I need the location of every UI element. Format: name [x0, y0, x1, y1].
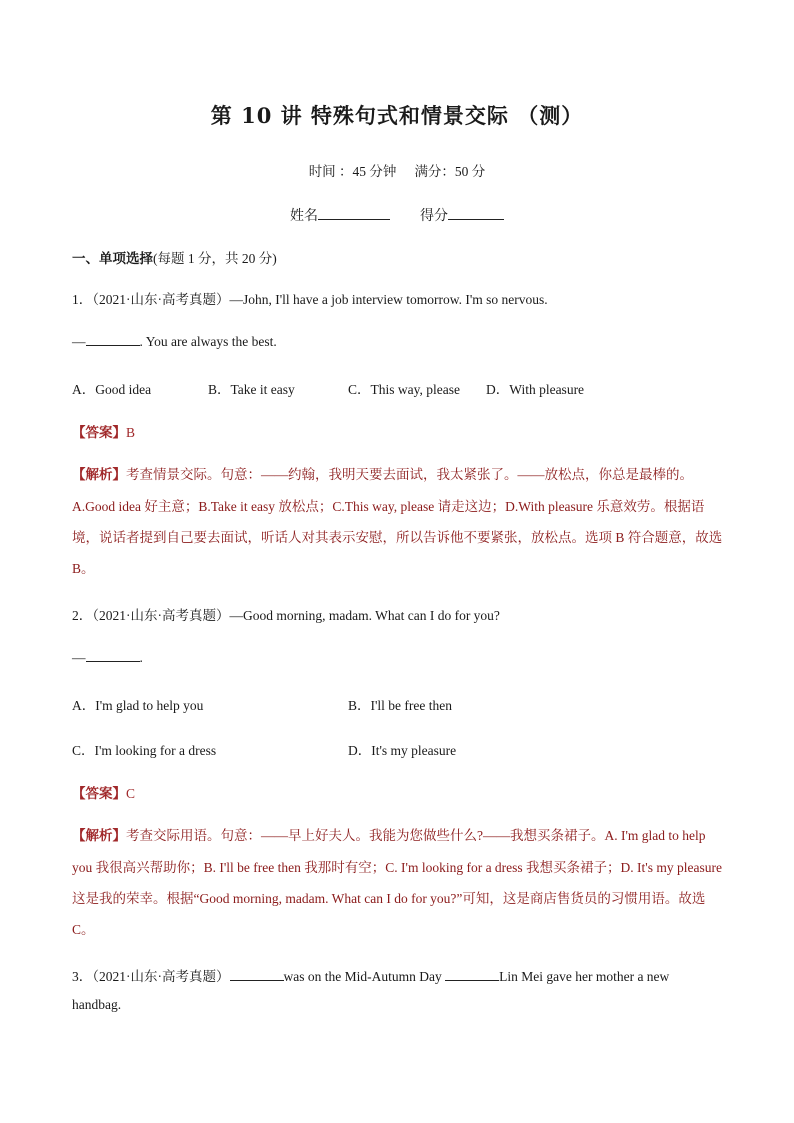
analysis-text: 考查情景交际。句意：——约翰，我明天要去面试，我太紧张了。——放松点，你总是最棒的。A.Good idea 好主意；B.Take it easy 放松点；C.This way, please 请走这边；D.With pleasure 乐意效劳。根据语境，说话者提到自己要去面试，听话人对其表示安慰，所以告诉他不要紧张，放松点。选项 B 符合题意，故选 B。 — [72, 467, 723, 576]
analysis-label: 【解析】 — [72, 828, 126, 844]
q1-option-c[interactable]: C．This way, please — [348, 382, 460, 397]
q2-answer — [72, 782, 732, 802]
question-3-stem — [72, 965, 732, 985]
question-3-text-mid: was on the Mid-Autumn Day — [283, 969, 442, 984]
question-1-response — [72, 333, 732, 350]
name-label: 姓名 — [290, 209, 318, 224]
page-title: 第 10 讲 特殊句式和情景交际 （测） — [210, 103, 584, 128]
q2-option-b[interactable]: B．I'll be free then — [348, 698, 453, 713]
q2-option-c[interactable]: C．I'm looking for a dress — [72, 743, 217, 758]
name-score-row — [0, 205, 794, 225]
score-field-label: 得分 — [420, 209, 448, 224]
q1-option-a[interactable]: A．Good idea — [72, 382, 152, 397]
section-note: (每题 1 分，共 20 分) — [153, 251, 277, 266]
q2-analysis — [72, 820, 724, 945]
answer-blank-2[interactable] — [445, 968, 499, 981]
answer-label: 【答案】 — [72, 786, 126, 802]
name-field[interactable] — [318, 205, 390, 220]
q1-answer — [72, 421, 732, 441]
q2-option-a[interactable]: A．I'm glad to help you — [72, 698, 204, 713]
answer-blank[interactable] — [86, 649, 140, 662]
question-2-response — [72, 649, 732, 666]
question-3-text-end: Lin Mei gave her mother a new — [499, 969, 670, 984]
q1-option-d[interactable]: D．With pleasure — [486, 382, 585, 397]
score-field[interactable] — [448, 205, 504, 220]
answer-blank[interactable] — [86, 333, 140, 346]
answer-label: 【答案】 — [72, 425, 126, 441]
question-3-stem-cont: handbag. — [72, 997, 122, 1012]
response-suffix: . — [139, 650, 143, 665]
answer-blank-1[interactable] — [230, 968, 284, 981]
time-label: 时间 ：45 分钟 — [308, 164, 397, 179]
q1-analysis — [72, 459, 724, 584]
analysis-label: 【解析】 — [72, 467, 126, 483]
response-prefix: — — [72, 334, 86, 349]
section-heading — [72, 247, 732, 267]
answer-value: B — [126, 425, 136, 440]
answer-value: C — [126, 786, 136, 801]
response-prefix: — — [72, 650, 86, 665]
q1-option-b[interactable]: B．Take it easy — [208, 382, 295, 397]
question-2-stem: 2．（2021·山东·高考真题）—Good morning, madam. What can I do for you? — [72, 608, 500, 623]
question-3-source: 3．（2021·山东·高考真题） — [72, 969, 230, 984]
response-suffix: . You are always the best. — [139, 334, 277, 349]
q2-option-d[interactable]: D．It's my pleasure — [348, 743, 457, 758]
exam-meta — [0, 160, 794, 180]
analysis-text: 考查交际用语。句意：——早上好夫人。我能为您做些什么?——我想买条裙子。A. I'm glad to help you 我很高兴帮助你；B. I'll be free then 我那时有空；C. I'm looking for a dress 我想买条裙子；D. It's my pleasure 这是我的荣幸。根据“Good morning, madam. What can I do for you?”可知，这是商店售货员的习惯用语。故选 C。 — [72, 828, 722, 937]
section-title: 一、单项选择 — [72, 251, 153, 267]
score-label: 满分：50 分 — [414, 164, 486, 179]
question-1-stem: 1．（2021·山东·高考真题）—John, I'll have a job interview tomorrow. I'm so nervous. — [72, 292, 548, 307]
